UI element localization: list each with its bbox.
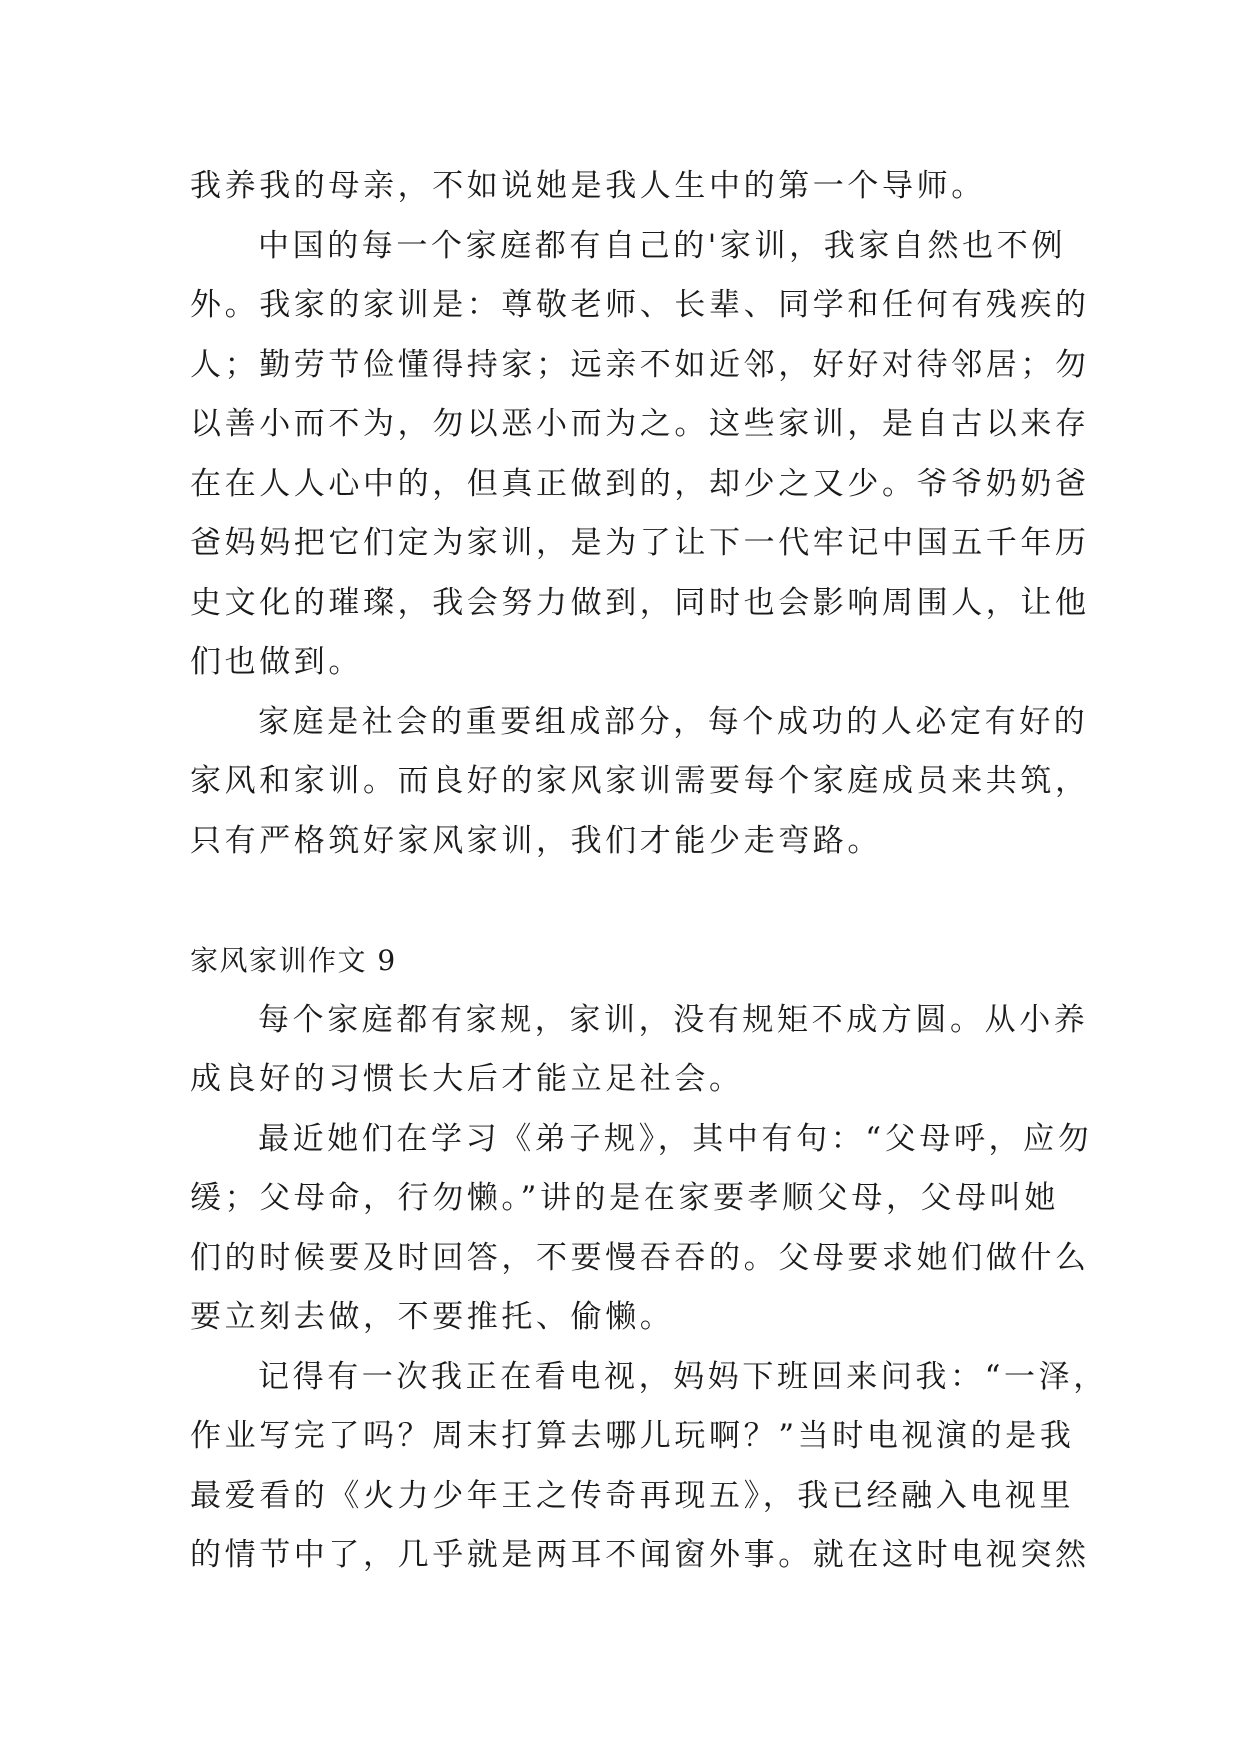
text-line: 要立刻去做，不要推托、偷懒。 <box>190 1299 675 1335</box>
paragraph-anecdote <box>190 1348 1108 1586</box>
text-line: 我养我的母亲，不如说她是我人生中的第一个导师。 <box>190 168 986 204</box>
paragraph-family-precepts <box>190 217 1090 693</box>
text-line: 中国的每一个家庭都有自己的'家训，我家自然也不例 <box>258 227 1066 264</box>
text-line: 外。我家的家训是：尊敬老师、长辈、同学和任何有残疾的 <box>190 287 1090 323</box>
text-line: 人；勤劳节俭懂得持家；远亲不如近邻，好好对待邻居；勿 <box>190 346 1090 383</box>
text-line: 最近她们在学习《弟子规》，其中有句：“父母呼，应勿 <box>258 1120 1093 1157</box>
text-line: 只有严格筑好家风家训，我们才能少走弯路。 <box>190 822 882 859</box>
text-line: 以善小而不为，勿以恶小而为之。这些家训，是自古以来存 <box>190 406 1090 442</box>
paragraph-conclusion <box>190 693 1090 872</box>
text-line: 史文化的璀璨，我会努力做到，同时也会影响周围人，让他 <box>190 584 1090 621</box>
text-line: 缓；父母命，行勿懒。”讲的是在家要孝顺父母，父母叫她 <box>190 1180 1059 1216</box>
text-line: 每个家庭都有家规，家训，没有规矩不成方圆。从小养 <box>258 1001 1089 1038</box>
text-line: 作业写完了吗？周末打算去哪儿玩啊？”当时电视演的是我 <box>190 1418 1075 1454</box>
paragraph-dizigui <box>190 1110 1093 1348</box>
text-line: 在在人人心中的，但真正做到的，却少之又少。爷爷奶奶爸 <box>190 465 1090 502</box>
text-line: 记得有一次我正在看电视，妈妈下班回来问我：“一泽， <box>258 1358 1108 1395</box>
document-body <box>190 157 1108 1586</box>
text-line: 们的时候要及时回答，不要慢吞吞的。父母要求她们做什么 <box>190 1239 1090 1276</box>
text-line: 家风和家训。而良好的家风家训需要每个家庭成员来共筑， <box>190 763 1090 799</box>
text-line: 们也做到。 <box>190 644 363 680</box>
text-line: 的情节中了，几乎就是两耳不闻窗外事。就在这时电视突然 <box>190 1537 1090 1573</box>
paragraph-rules-intro <box>190 991 1089 1110</box>
text-line: 家庭是社会的重要组成部分，每个成功的人必定有好的 <box>258 703 1089 740</box>
paragraph-continuation <box>190 157 1070 217</box>
text-line: 爸妈妈把它们定为家训，是为了让下一代牢记中国五千年历 <box>190 525 1090 561</box>
section-spacer <box>190 871 1070 931</box>
section-heading: 家风家训作文 9 <box>190 944 397 977</box>
text-line: 成良好的习惯长大后才能立足社会。 <box>190 1061 744 1097</box>
text-line: 最爱看的《火力少年王之传奇再现五》，我已经融入电视里 <box>190 1477 1075 1514</box>
